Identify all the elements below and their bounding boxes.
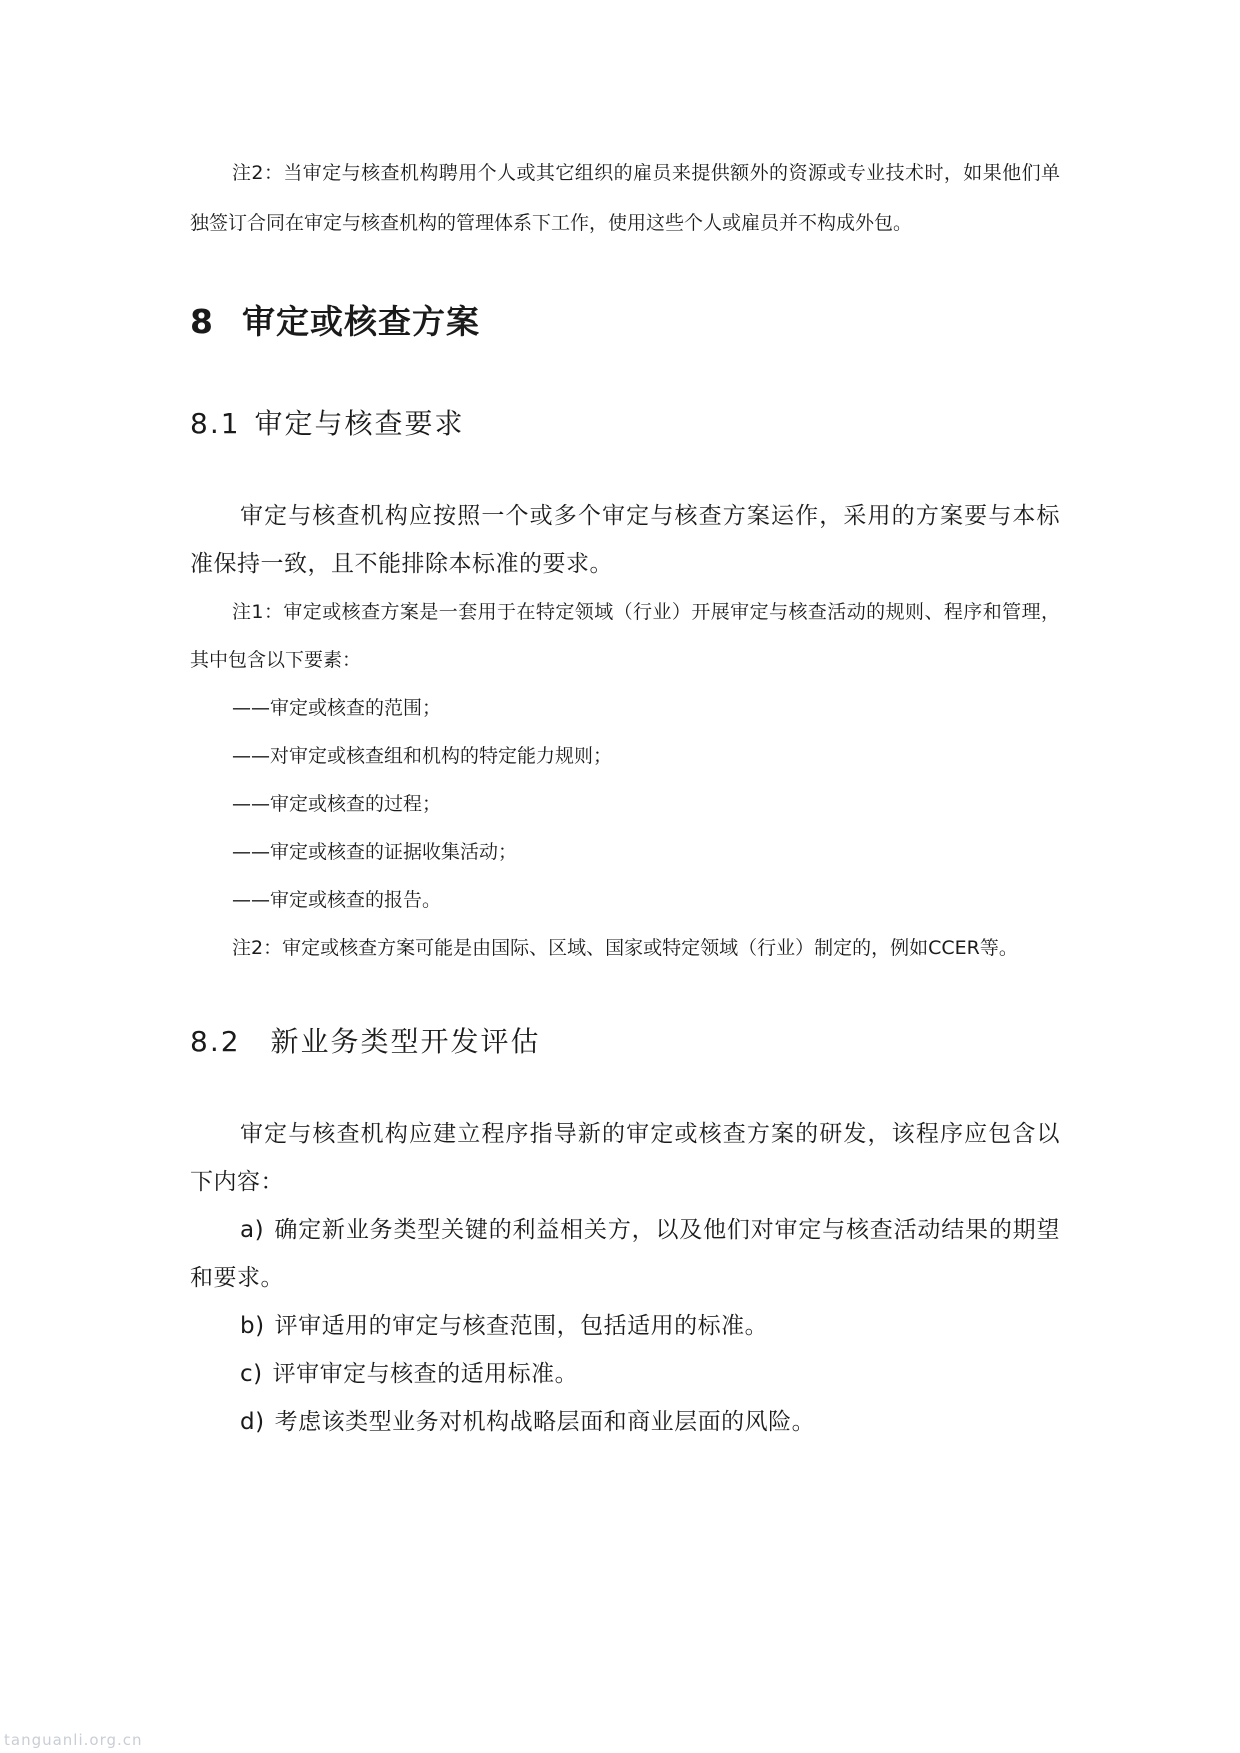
list-item-c xyxy=(190,1350,1060,1398)
section-8-1-title: 审定与核查要求 xyxy=(254,407,465,440)
dash-item-evidence: ——审定或核查的证据收集活动； xyxy=(232,841,518,863)
dash-item-report: ——审定或核查的报告。 xyxy=(232,889,442,911)
list-marker-a: a) xyxy=(240,1217,265,1243)
list-item-b xyxy=(190,1302,1060,1350)
list-text-c: 评审审定与核查的适用标准。 xyxy=(272,1361,579,1387)
section-8-heading xyxy=(190,290,1060,354)
section-8-1-note-1: 注1：审定或核查方案是一套用于在特定领域（行业）开展审定与核查活动的规则、程序和管理，其中包含以下要素： xyxy=(190,601,1060,671)
section-8-1-number: 8.1 xyxy=(190,407,241,440)
section-8-2-heading xyxy=(190,1012,1060,1072)
section-8-1-note-2: 注2：审定或核查方案可能是由国际、区域、国家或特定领域（行业）制定的，例如CCER等。 xyxy=(232,937,1018,959)
section-8-number: 8 xyxy=(190,302,214,341)
list-text-d: 考虑该类型业务对机构战略层面和商业层面的风险。 xyxy=(274,1409,816,1435)
dash-item-competence: ——对审定或核查组和机构的特定能力规则； xyxy=(232,745,613,767)
site-watermark: tanguanli.org.cn xyxy=(4,1731,143,1749)
section-8-2-title: 新业务类型开发评估 xyxy=(270,1025,541,1058)
section-8-1-heading xyxy=(190,394,1060,454)
list-text-a: 确定新业务类型关键的利益相关方，以及他们对审定与核查活动结果的期望和要求。 xyxy=(190,1217,1060,1291)
section-8-2-number: 8.2 xyxy=(190,1025,241,1058)
section-8-2-paragraph: 审定与核查机构应建立程序指导新的审定或核查方案的研发，该程序应包含以下内容： xyxy=(190,1121,1060,1195)
list-marker-d: d) xyxy=(240,1409,265,1435)
section-8-1-paragraph: 审定与核查机构应按照一个或多个审定与核查方案运作，采用的方案要与本标准保持一致，且不能排除本标准的要求。 xyxy=(190,503,1060,577)
note-outsourcing: 注2：当审定与核查机构聘用个人或其它组织的雇员来提供额外的资源或专业技术时，如果他们单独签订合同在审定与核查机构的管理体系下工作，使用这些个人或雇员并不构成外包。 xyxy=(190,162,1060,234)
dash-item-process: ——审定或核查的过程； xyxy=(232,793,442,815)
list-marker-b: b) xyxy=(240,1313,265,1339)
page-content xyxy=(190,148,1060,1446)
list-text-b: 评审适用的审定与核查范围，包括适用的标准。 xyxy=(274,1313,769,1339)
section-8-title: 审定或核查方案 xyxy=(242,302,480,341)
list-marker-c: c) xyxy=(240,1361,263,1387)
dash-item-scope: ——审定或核查的范围； xyxy=(232,697,442,719)
list-item-a xyxy=(190,1206,1060,1302)
list-item-d xyxy=(190,1398,1060,1446)
